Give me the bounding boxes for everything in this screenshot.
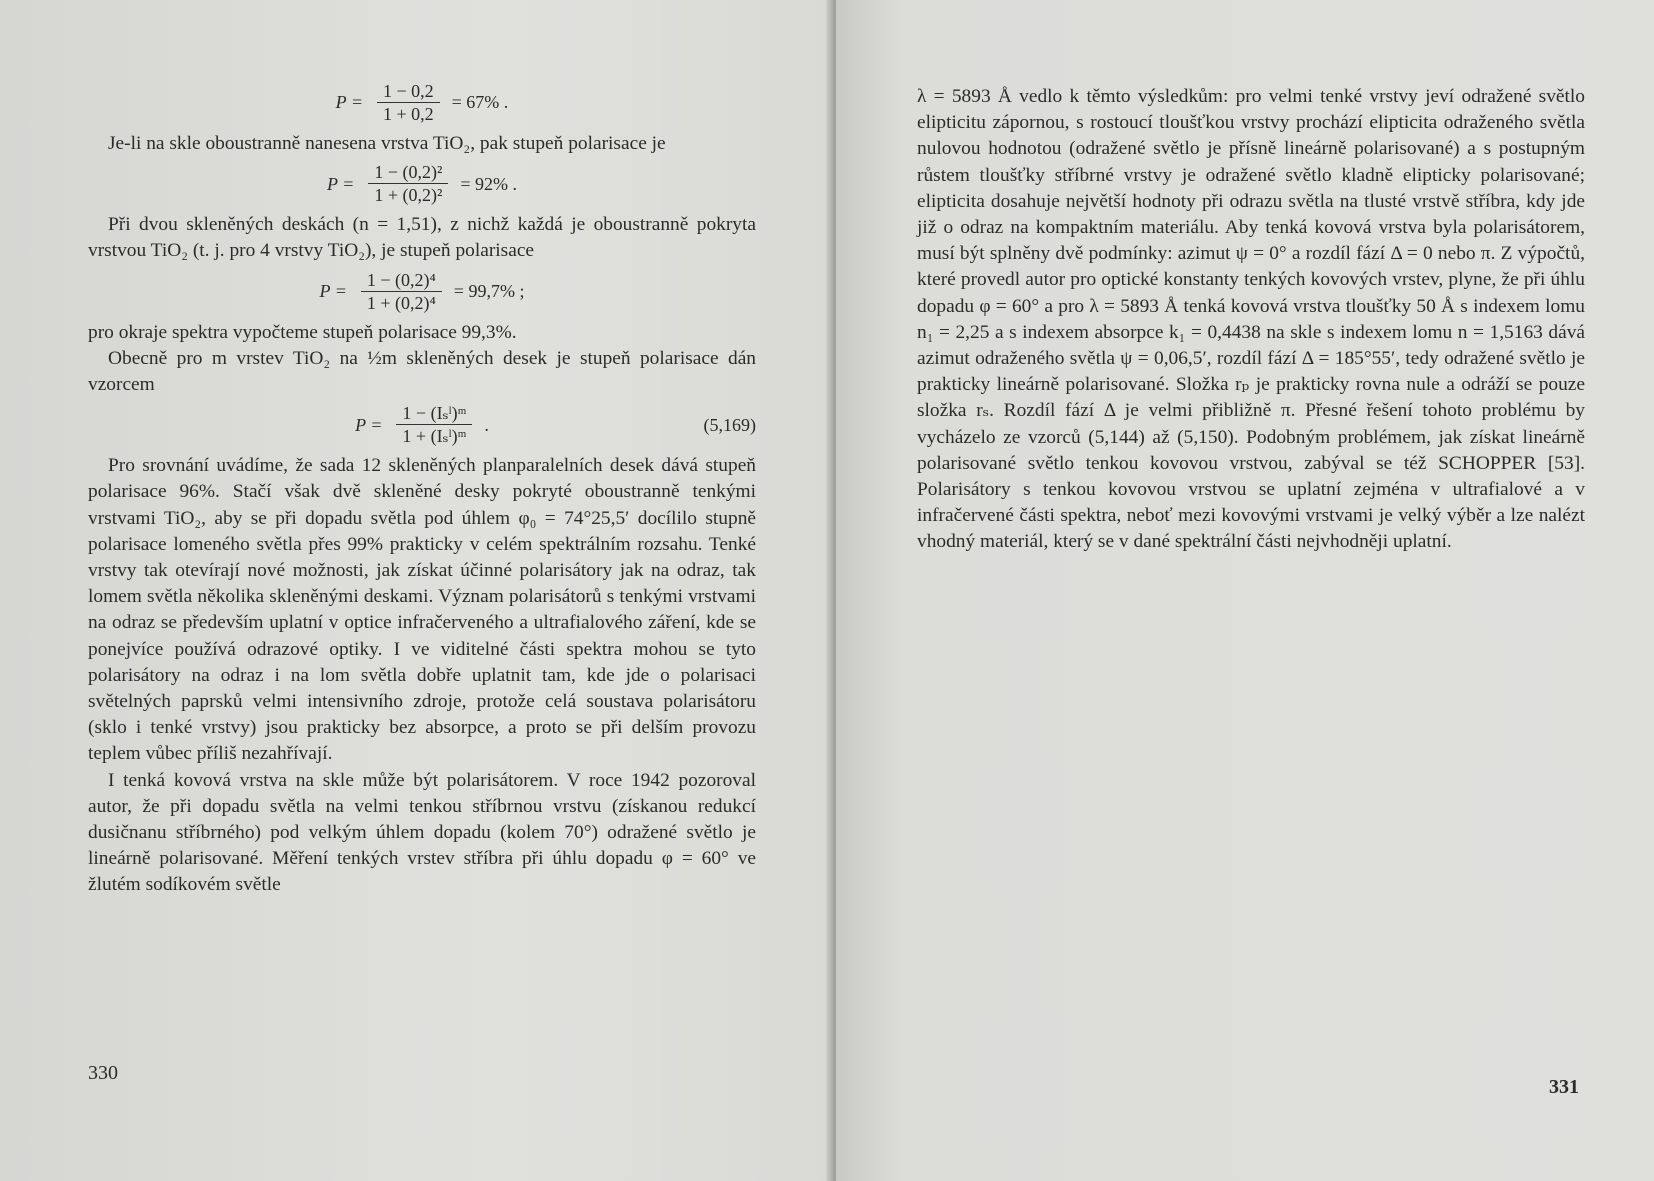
right-page bbox=[836, 0, 1654, 1181]
formula-var: P = bbox=[335, 92, 363, 113]
equation-number: (5,169) bbox=[703, 414, 756, 435]
formula-5-169 bbox=[88, 402, 756, 447]
paragraph: pro okraje spektra vypočteme stupeň polarisace 99,3%. bbox=[88, 321, 517, 343]
paragraph: λ = 5893 Å vedlo k těmto výsledkům: pro velmi tenké vrstvy jeví odražené světlo elipticitu zápornou, s rostoucí tloušťkou vrstvy prochází elipticita odraženého světla nulovou hodnotou (odražené světlo je přísně lineárně polarisované) a s postupným růstem tloušťky stříbrné vrstvy je odražené světlo kladně elipticky polarisované; elipticita dosahuje největší hodnoty při odrazu světla na tlusté vrstvě stříbra, kdy jde již o odraz na kompaktním materiálu. Aby tenká kovová vrstva byla polarisátorem, musí být splněny dvě podmínky: azimut ψ = 0° a rozdíl fází Δ = 0 nebo π. Z výpočtů, které provedl autor pro optické konstanty tenkých kovových vrstev, plyne, že při úhlu dopadu φ = 60° a pro λ = 5893 Å tenká kovová vrstva tloušťky 50 Å s indexem lomu n₁ = 2,25 a s indexem absorpce k₁ = 0,4438 na skle s indexem lomu n = 1,5163 dává azimut odraženého světla ψ = 0,06,5′, rozdíl fází Δ = 185°55′, tedy odražené světlo je prakticky lineárně polarisované. Složka rₚ je prakticky rovna nule a odráží se pouze složka rₛ. Rozdíl fází Δ je velmi přibližně π. Přesné řešení tohoto problému by vycházelo ze vzorců (5,144) až (5,150). Podobným problémem, jak získat lineárně polarisované světlo tenkou kovovou vrstvou, zabýval se též SCHOPPER [53]. Polarisátory s tenkou kovovou vrstvou se uplatní zejména v ultrafialové a v infračervené části spektra, neboť mezi kovovými vrstvami je velký výběr a lze nalézt vhodný materiál, který se v dané spektrální části nejvhodněji uplatní. bbox=[917, 86, 1585, 553]
formula-numerator: 1 − (0,2)² bbox=[368, 161, 448, 184]
paragraph: Obecně pro m vrstev TiO₂ na ½m skleněných desek je stupeň polarisace dán vzorcem bbox=[88, 347, 756, 396]
formula-result: = 99,7% ; bbox=[453, 281, 525, 301]
formula-numerator: 1 − (Iₛˡ)ᵐ bbox=[396, 402, 472, 425]
right-page-text bbox=[917, 84, 1585, 556]
formula-var: P = bbox=[326, 173, 355, 194]
formula-var: P = bbox=[319, 281, 347, 301]
formula-numerator: 1 − 0,2 bbox=[377, 80, 440, 103]
formula-denominator: 1 + (Iₛˡ)ᵐ bbox=[402, 426, 467, 447]
left-page-text bbox=[88, 76, 756, 899]
formula-denominator: 1 + 0,2 bbox=[383, 104, 434, 124]
formula-denominator: 1 + (0,2)² bbox=[374, 185, 443, 206]
formula-denominator: 1 + (0,2)⁴ bbox=[366, 292, 436, 313]
formula-92 bbox=[88, 161, 756, 206]
paragraph: Pro srovnání uvádíme, že sada 12 skleněných planparalelních desek dává stupeň polarisace 96%. Stačí však dvě skleněné desky pokryté oboustranně tenkými vrstvami TiO₂, aby se při dopadu světla pod úhlem φ₀ = 74°25,5′ docílilo stupně polarisace lomeného světla přes 99% prakticky v celém spektrálním rozsahu. Tenké vrstvy tak otevírají nové možnosti, jak získat účinné polarisátory jak na odraz, tak lomem světla několika skleněnými deskami. Význam polarisátorů s tenkými vrstvami na odraz se především uplatní v optice infračerveného a ultrafialového záření, kde se ponejvíce používá odrazové optiky. I ve viditelné části spektra mohou se tyto polarisátory na odraz i na lom světla dobře uplatnit tam, kde jde o polarisaci světelných paprsků velmi intensivního zdroje, protože celá soustava polarisátoru (sklo i tenké vrstvy) jsou prakticky bez absorpce, a proto se při delším provozu teplem vůbec příliš nezahřívají. bbox=[88, 455, 756, 765]
formula-numerator: 1 − (0,2)⁴ bbox=[361, 269, 442, 292]
formula-result: . bbox=[484, 414, 489, 435]
formula-result: = 67% . bbox=[451, 92, 509, 113]
formula-99-7 bbox=[88, 269, 756, 314]
formula-67 bbox=[88, 80, 756, 125]
page-number: 330 bbox=[88, 1062, 118, 1084]
paragraph: I tenká kovová vrstva na skle může být polarisátorem. V roce 1942 pozoroval autor, že při dopadu světla na velmi tenkou stříbrnou vrstvu (získanou redukcí dusičnanu stříbrného) pod velkým úhlem dopadu (kolem 70°) odražené světlo je lineárně polarisované. Měření tenkých vrstev stříbra při úhlu dopadu φ = 60° ve žlutém sodíkovém světle bbox=[88, 769, 756, 896]
paragraph: Je-li na skle oboustranně nanesena vrstva TiO₂, pak stupeň polarisace je bbox=[108, 133, 666, 154]
paragraph: Při dvou skleněných deskách (n = 1,51), z nichž každá je oboustranně pokryta vrstvou TiO₂ (t. j. pro 4 vrstvy TiO₂), je stupeň polarisace bbox=[88, 214, 756, 262]
formula-result: = 92% . bbox=[460, 173, 518, 194]
formula-var: P = bbox=[355, 414, 383, 435]
page-number: 331 bbox=[1549, 1076, 1579, 1098]
